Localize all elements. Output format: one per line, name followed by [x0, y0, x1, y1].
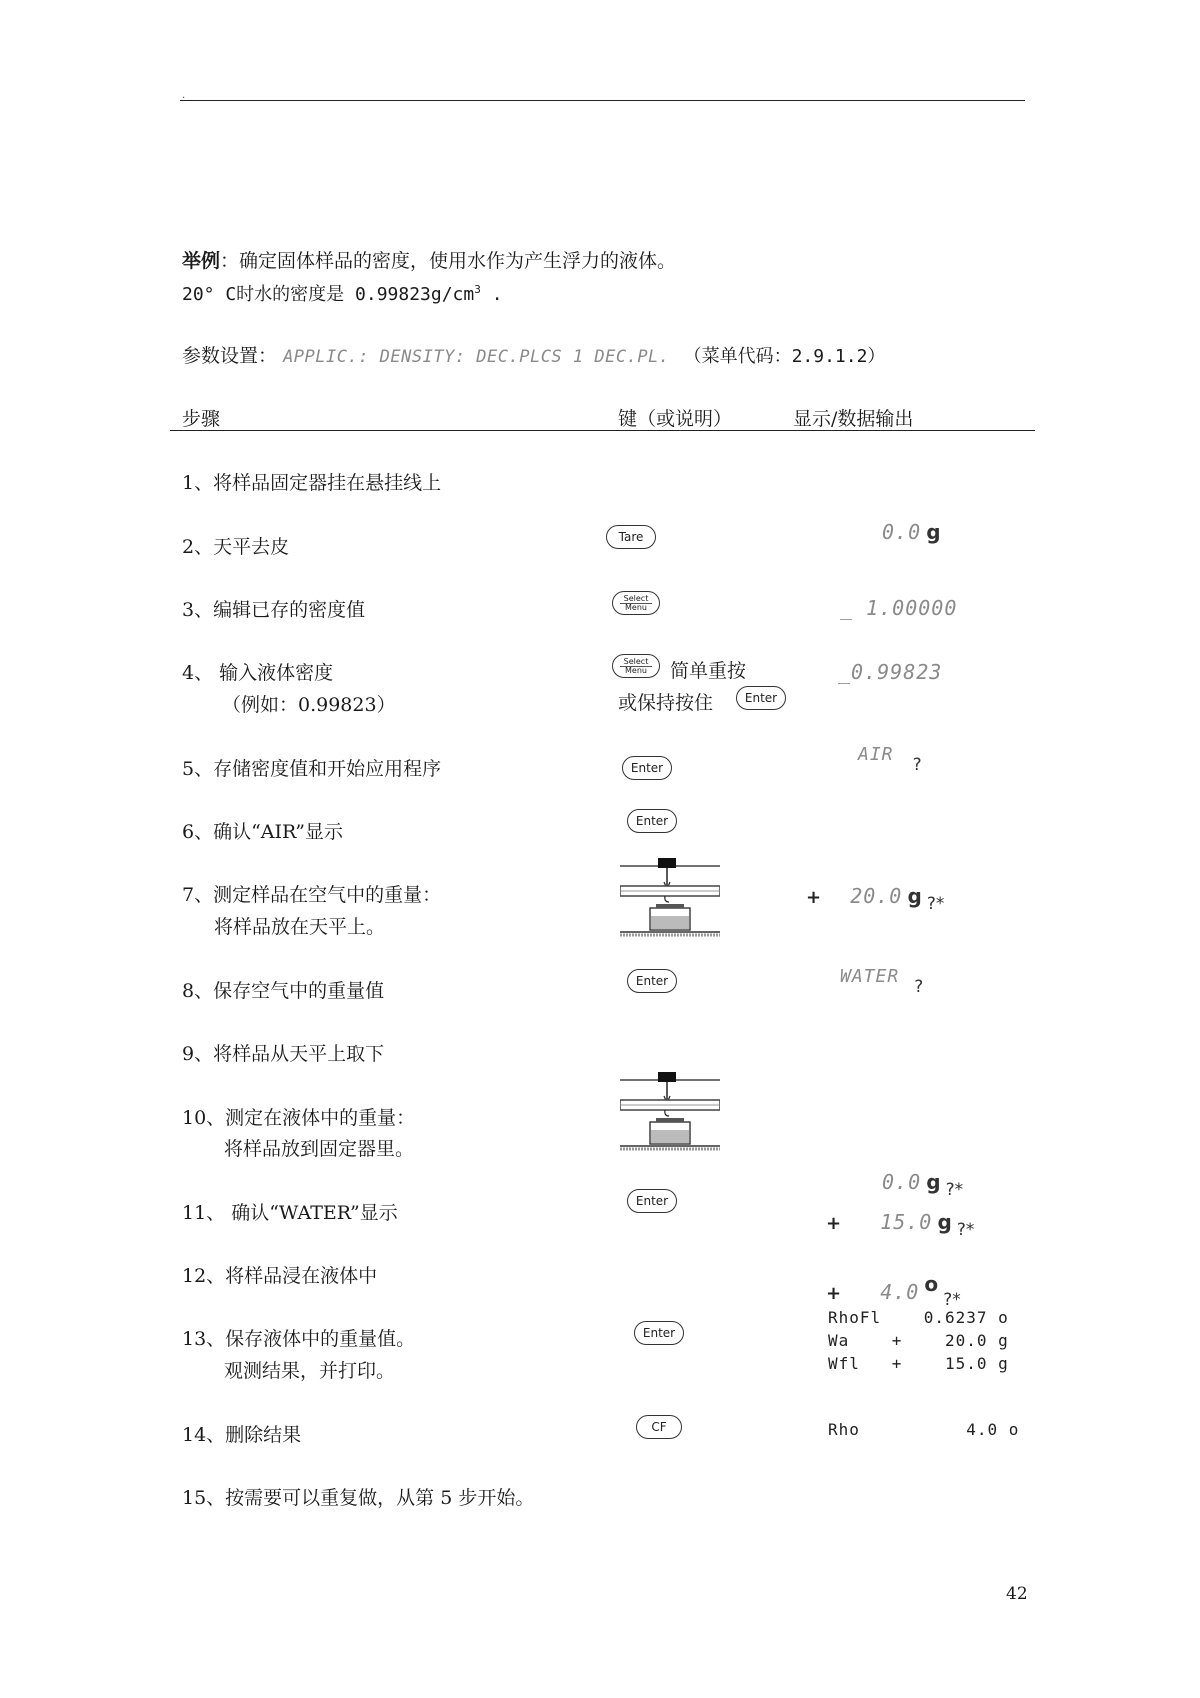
- step-7: 7、测定样品在空气中的重量：: [182, 884, 442, 906]
- unit-label: o: [924, 1272, 939, 1296]
- param-label: 参数设置：: [182, 345, 278, 367]
- header-keys: 键（或说明）: [618, 408, 733, 430]
- step4-note-hold: 或保持按住: [618, 692, 714, 714]
- display-step3: _ 1.00000: [840, 596, 958, 620]
- example-label: 举例: [182, 250, 221, 272]
- question-mark: ?: [914, 977, 924, 997]
- density-sup: 3: [474, 283, 481, 296]
- lcd-value: 15.0: [880, 1210, 933, 1234]
- plus-sign: +: [826, 1283, 842, 1304]
- display-step7: [806, 884, 945, 914]
- lcd-value: 20.0: [850, 884, 903, 908]
- question-mark: ?*: [926, 894, 945, 914]
- header-display: 显示/数据输出: [793, 408, 914, 430]
- question-mark: ?: [912, 755, 922, 775]
- tare-key[interactable]: Tare: [606, 525, 656, 549]
- step-5: 5、存储密度值和开始应用程序: [182, 758, 442, 780]
- example-text: ：确定固体样品的密度，使用水作为产生浮力的液体。: [220, 250, 677, 272]
- display-step8: [840, 966, 924, 997]
- step-6: 6、确认“AIR”显示: [182, 821, 344, 843]
- display-step11-b: [826, 1210, 975, 1240]
- step-7-sub: 将样品放在天平上。: [214, 916, 386, 938]
- question-mark: ?*: [945, 1180, 964, 1200]
- density-end: .: [480, 284, 503, 305]
- select-menu-key[interactable]: [612, 591, 660, 615]
- param-lcd-sequence: APPLIC.: DENSITY: DEC.PLCS 1 DEC.PL.: [283, 347, 670, 367]
- menu-code: （菜单代码：2.9.1.2）: [683, 346, 886, 367]
- unit-label: g: [926, 520, 941, 544]
- plus-sign: +: [806, 887, 822, 908]
- step4-note-press: 简单重按: [670, 660, 747, 682]
- step-10: 10、测定在液体中的重量：: [182, 1107, 416, 1129]
- step-10-sub: 将样品放到固定器里。: [224, 1138, 415, 1160]
- balance-weighing-air-icon: [620, 856, 720, 942]
- display-step2: [882, 520, 941, 544]
- enter-key-step4[interactable]: Enter: [736, 686, 786, 710]
- step-14: 14、删除结果: [182, 1424, 302, 1446]
- step-13: 13、保存液体中的重量值。: [182, 1328, 416, 1350]
- display-step12: [826, 1272, 961, 1310]
- enter-key-step8[interactable]: Enter: [627, 969, 677, 993]
- enter-key-step13[interactable]: Enter: [634, 1321, 684, 1345]
- step-11: 11、 确认“WATER”显示: [182, 1202, 398, 1224]
- unit-label: g: [926, 1170, 941, 1194]
- lcd-value: 0.0: [882, 520, 922, 544]
- header-mark: .: [182, 90, 186, 101]
- balance-weighing-liquid-icon: [620, 1070, 720, 1156]
- display-step5: [858, 744, 922, 775]
- step-13-sub: 观测结果，并打印。: [224, 1360, 396, 1382]
- step-4: 4、 输入液体密度: [182, 662, 334, 684]
- printout-wa: Wa + 20.0 g: [828, 1331, 1009, 1350]
- step-15: 15、按需要可以重复做，从第 5 步开始。: [182, 1487, 535, 1509]
- step-9: 9、将样品从天平上取下: [182, 1043, 385, 1065]
- question-mark: ?*: [956, 1220, 975, 1240]
- example-line: [182, 246, 676, 273]
- step-3: 3、编辑已存的密度值: [182, 599, 366, 621]
- enter-key-step6[interactable]: Enter: [627, 809, 677, 833]
- select-key-bottom-label: Menu: [620, 666, 652, 675]
- unit-label: g: [907, 884, 922, 908]
- lcd-value: AIR: [858, 744, 894, 765]
- printout-rho: Rho 4.0 o: [828, 1420, 1020, 1439]
- display-step4: _0.99823: [838, 660, 943, 684]
- select-key-bottom-label: Menu: [620, 603, 652, 612]
- lcd-value: WATER: [840, 966, 900, 987]
- step-12: 12、将样品浸在液体中: [182, 1265, 378, 1287]
- density-line: [182, 280, 503, 306]
- select-menu-key-step4[interactable]: [612, 654, 660, 678]
- printout-wfl: Wfl + 15.0 g: [828, 1354, 1009, 1373]
- density-text: 20° C时水的密度是 0.99823g/cm: [182, 284, 475, 305]
- header-rule: [180, 100, 1025, 101]
- page-number: 42: [1006, 1584, 1028, 1604]
- plus-sign: +: [826, 1213, 842, 1234]
- question-mark: ?*: [943, 1290, 961, 1310]
- param-line: [182, 341, 885, 368]
- step-2: 2、天平去皮: [182, 536, 290, 558]
- lcd-value: 4.0: [880, 1280, 920, 1304]
- lcd-value: 0.0: [882, 1170, 922, 1194]
- display-step11-a: [882, 1170, 964, 1200]
- step-1: 1、将样品固定器挂在悬挂线上: [182, 472, 442, 494]
- unit-label: g: [937, 1210, 952, 1234]
- select-key-top-label: Select: [623, 593, 649, 603]
- cf-key[interactable]: CF: [636, 1415, 682, 1439]
- table-header-rule: [170, 430, 1035, 431]
- step-4-sub: （例如：0.99823）: [222, 694, 396, 716]
- select-key-top-label: Select: [623, 656, 649, 666]
- printout-rhofl: RhoFl 0.6237 o: [828, 1308, 1009, 1327]
- header-steps: 步骤: [182, 408, 221, 430]
- step-8: 8、保存空气中的重量值: [182, 980, 385, 1002]
- enter-key-step5[interactable]: Enter: [622, 756, 672, 780]
- enter-key-step11[interactable]: Enter: [627, 1189, 677, 1213]
